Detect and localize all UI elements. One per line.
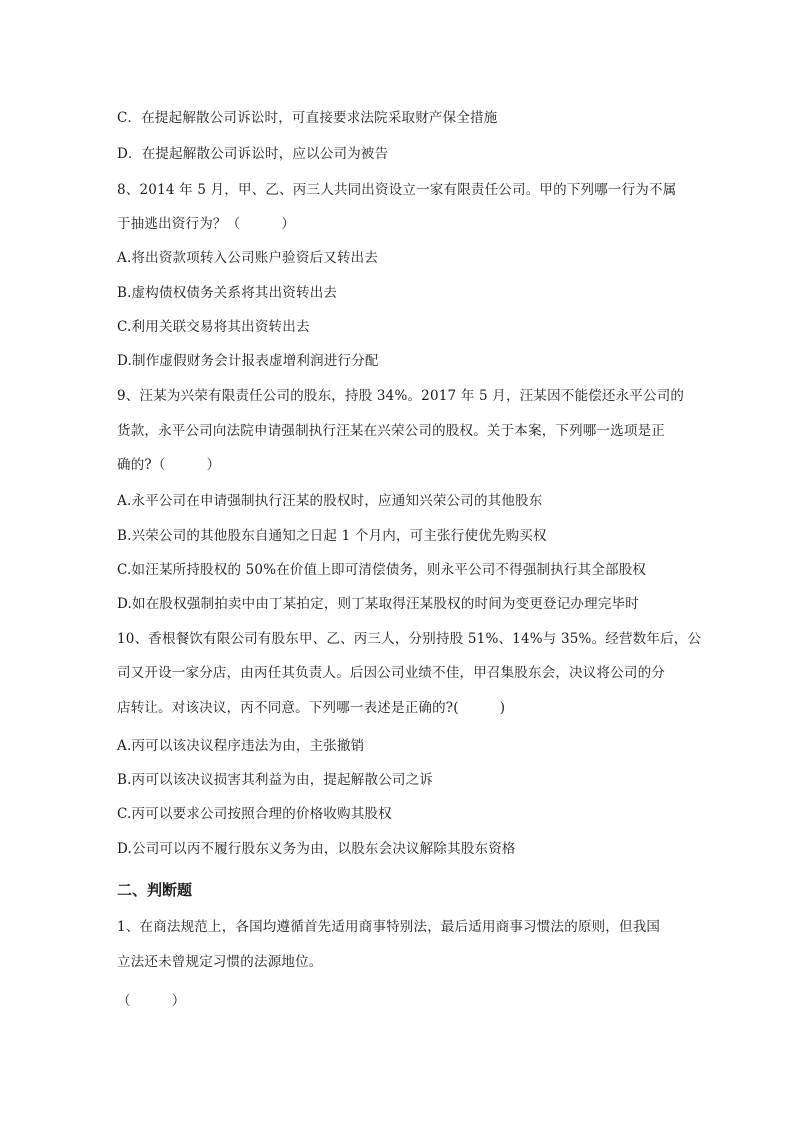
option-b-q9: B.兴荣公司的其他股东自通知之日起 1 个月内，可主张行使优先购买权 [117, 528, 547, 544]
option-a-q8: A.将出资款项转入公司账户验资后又转出去 [117, 250, 379, 266]
answer-blank: （ ） [117, 993, 186, 1009]
option-d-q8: D.制作虚假财务会计报表虚增利润进行分配 [117, 353, 379, 369]
option-a-q10: A.丙可以该决议程序违法为由，主张撤销 [117, 738, 365, 754]
judgment-question-1-line2: 立法还未曾规定习惯的法源地位。 [117, 954, 323, 970]
option-c-q7: C．在提起解散公司诉讼时，可直接要求法院采取财产保全措施 [117, 110, 498, 126]
option-b-q8: B.虚构债权债务关系将其出资转出去 [117, 285, 338, 301]
question-8-stem-line2: 于抽逃出资行为？（ ） [117, 216, 296, 232]
option-d-q10: D.公司可以丙不履行股东义务为由，以股东会决议解除其股东资格 [117, 841, 516, 857]
question-10-stem-line3: 店转让。对该决议，丙不同意。下列哪一表述是正确的?( ) [117, 700, 506, 716]
question-9-stem-line2: 货款，永平公司向法院申请强制执行汪某在兴荣公司的股权。关于本案，下列哪一选项是正 [117, 423, 665, 439]
option-d-q9: D.如在股权强制拍卖中由丁某拍定，则丁某取得汪某股权的时间为变更登记办理完毕时 [117, 596, 639, 612]
option-d-q7: D．在提起解散公司诉讼时，应以公司为被告 [117, 146, 389, 162]
question-10-stem-line1: 10、香根餐饮有限公司有股东甲、乙、丙三人，分别持股 51%、14%与 35%。经营数年后，公 [117, 631, 702, 647]
option-a-q9: A.永平公司在申请强制执行汪某的股权时，应通知兴荣公司的其他股东 [117, 493, 543, 509]
question-9-stem-line1: 9、汪某为兴荣有限责任公司的股东，持股 34%。2017 年 5 月，汪某因不能偿还永平公司的 [117, 388, 685, 404]
question-10-stem-line2: 司又开设一家分店，由丙任其负责人。后因公司业绩不佳，甲召集股东会，决议将公司的分 [117, 665, 665, 681]
judgment-question-1-line1: 1、在商法规范上，各国均遵循首先适用商事特别法，最后适用商事习惯法的原则，但我国 [117, 919, 661, 935]
option-c-q8: C.利用关联交易将其出资转出去 [117, 319, 310, 335]
option-c-q9: C.如汪某所持股权的 50%在价值上即可清偿债务，则永平公司不得强制执行其全部股权 [117, 562, 647, 578]
question-8-stem-line1: 8、2014 年 5 月，甲、乙、丙三人共同出资设立一家有限责任公司。甲的下列哪一行为不属 [117, 182, 677, 198]
option-b-q10: B.丙可以该决议损害其利益为由，提起解散公司之诉 [117, 772, 434, 788]
question-9-stem-line3: 确的?（ ） [117, 457, 221, 473]
option-c-q10: C.丙可以要求公司按照合理的价格收购其股权 [117, 806, 392, 822]
section-title: 二、判断题 [117, 881, 193, 899]
